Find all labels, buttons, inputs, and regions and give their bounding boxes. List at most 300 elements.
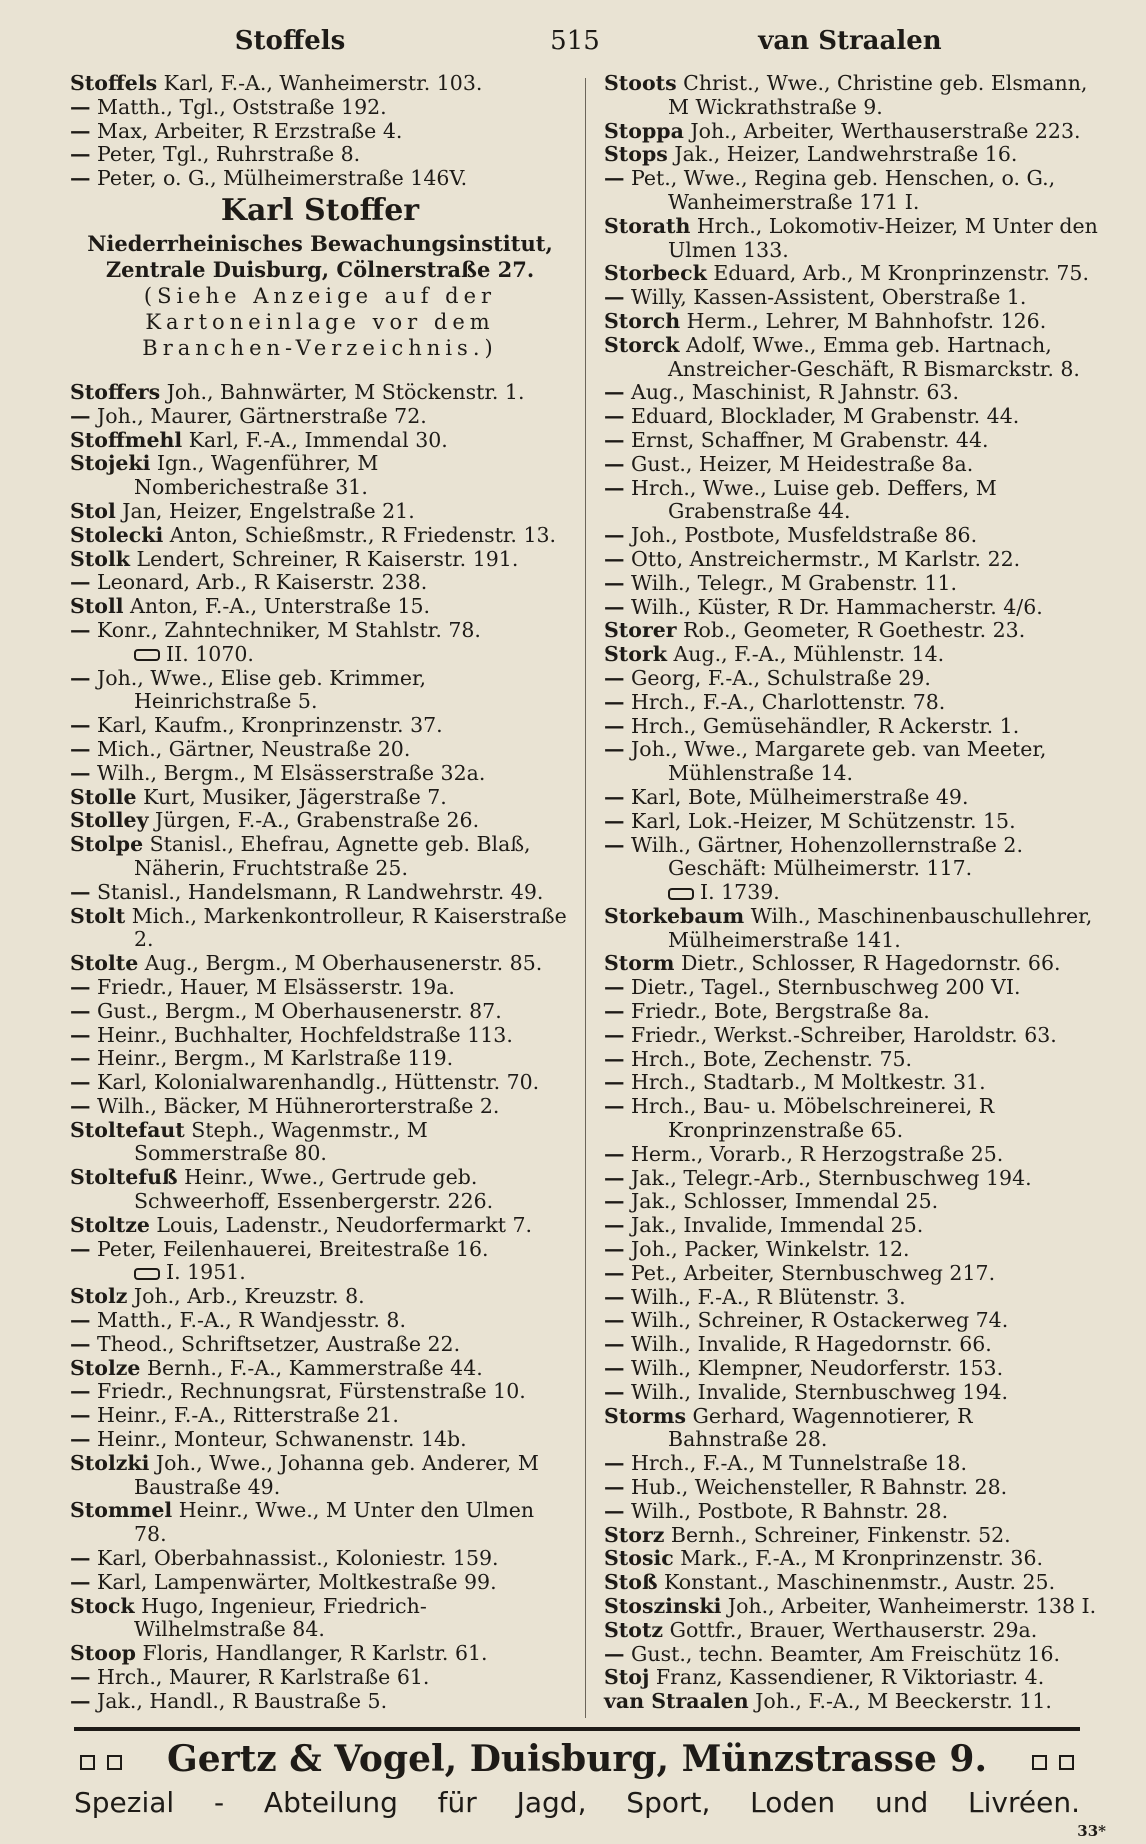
entry-surname: — — [604, 1498, 625, 1523]
entry-details: Jak., Handl., R Baustraße 5. — [90, 1688, 388, 1713]
page-header — [70, 26, 1080, 62]
directory-entry — [70, 1357, 570, 1381]
entry-details: Karl, Lampenwärter, Moltkestraße 99. — [90, 1569, 497, 1594]
entry-details: Stanisl., Ehefrau, Agnette geb. Blaß, Näherin, Fruchtstraße 25. — [134, 832, 531, 880]
entry-details: Wilh., Bäcker, M Hühnerorterstraße 2. — [90, 1093, 500, 1118]
entry-surname: — — [604, 427, 625, 452]
directory-entry — [604, 1095, 1098, 1143]
directory-entry — [70, 1024, 570, 1048]
entry-surname: — — [604, 1141, 625, 1166]
entry-surname: — — [70, 1093, 91, 1118]
directory-entry — [604, 72, 1098, 120]
ad-rule — [74, 1727, 1080, 1731]
entry-details: Joh., Wwe., Elise geb. Krimmer, Heinrichstraße 5. — [90, 665, 427, 714]
entry-details: Hugo, Ingenieur, Friedrich-Wilhelmstraße 84. — [134, 1593, 427, 1642]
entry-surname: Storath — [604, 213, 691, 238]
entry-details: Friedr., Werkst.-Schreiber, Haroldstr. 63. — [624, 1022, 1057, 1047]
directory-entry — [70, 905, 570, 953]
entry-surname: Stoj — [604, 1665, 650, 1690]
entry-details: Herm., Lehrer, M Bahnhofstr. 126. — [680, 308, 1047, 333]
entry-details: Bernh., Schreiner, Finkenstr. 52. — [664, 1522, 1011, 1547]
directory-entry — [70, 1333, 570, 1357]
directory-entry — [604, 1595, 1098, 1619]
entry-surname: — — [604, 451, 625, 476]
entry-details: Heinr., Wwe., Gertrude geb. Schweerhoff, Essenbergerstr. 226. — [134, 1165, 494, 1214]
advertisement-subline: Spezial - Abteilung für Jagd, Sport, Loden und Livréen. — [74, 1786, 1080, 1819]
directory-entry — [604, 1571, 1098, 1595]
directory-entry — [604, 405, 1098, 429]
entry-surname: — — [604, 285, 625, 310]
entry-details: Dietr., Schlosser, R Hagedornstr. 66. — [674, 951, 1061, 976]
entry-surname: — — [70, 665, 91, 690]
entry-details: Hrch., Maurer, R Karlstraße 61. — [90, 1665, 430, 1690]
directory-entry — [604, 1524, 1098, 1548]
directory-entry — [604, 1143, 1098, 1167]
directory-entry — [604, 215, 1098, 263]
entry-surname: Stosic — [604, 1546, 674, 1571]
directory-entry — [70, 619, 570, 643]
entry-surname: Stolecki — [70, 522, 164, 547]
directory-entry — [604, 1262, 1098, 1286]
directory-entry — [70, 1499, 570, 1547]
entry-surname: — — [70, 713, 91, 738]
entry-surname: — — [604, 594, 625, 619]
entry-details: Joh., Bahnwärter, M Stöckenstr. 1. — [160, 379, 525, 404]
directory-entry — [604, 976, 1098, 1000]
directory-entry — [604, 738, 1098, 786]
entry-surname: — — [70, 1046, 91, 1071]
entry-surname: — — [70, 1546, 91, 1571]
entry-surname: Stolley — [70, 808, 149, 833]
directory-entry — [70, 1095, 570, 1119]
entry-details: Hrch., F.-A., M Tunnelstraße 18. — [624, 1451, 967, 1476]
entry-details: Wilh., F.-A., R Blütenstr. 3. — [624, 1284, 906, 1309]
directory-entry — [604, 167, 1098, 215]
entry-surname: — — [70, 1236, 91, 1261]
entry-details: Wilh., Telegr., M Grabenstr. 11. — [624, 570, 958, 595]
directory-entry — [604, 1309, 1098, 1333]
entry-details: Friedr., Bote, Bergstraße 8a. — [624, 999, 930, 1024]
entry-details: Karl, Bote, Mülheimerstraße 49. — [624, 784, 969, 809]
directory-entry — [604, 1405, 1098, 1453]
entry-surname: — — [604, 166, 625, 191]
entry-details: Aug., F.-A., Mühlenstr. 14. — [666, 642, 945, 667]
entry-surname: Stoffels — [70, 71, 158, 95]
directory-entry — [604, 643, 1098, 667]
entry-details: Floris, Handlanger, R Karlstr. 61. — [135, 1641, 488, 1666]
entry-details: Wilh., Bergm., M Elsässerstraße 32a. — [90, 760, 486, 785]
entry-details: Christ., Wwe., Christine geb. Elsmann, M Wickrathstraße 9. — [668, 71, 1088, 119]
directory-entry — [604, 1190, 1098, 1214]
entry-details: Hrch., Lokomotiv-Heizer, M Unter den Ulmen 133. — [668, 213, 1098, 262]
entry-surname: — — [604, 380, 625, 405]
directory-entry — [70, 667, 570, 715]
entry-surname: — — [604, 475, 625, 500]
entry-details: Georg, F.-A., Schulstraße 29. — [624, 665, 931, 690]
entry-surname: — — [70, 879, 91, 904]
directory-entry — [70, 120, 570, 144]
entry-surname: — — [604, 1213, 625, 1238]
entry-details: Gottfr., Brauer, Werthauserstr. 29a. — [663, 1617, 1038, 1642]
entry-surname: — — [604, 832, 625, 857]
entry-details: Hrch., Bau- u. Möbelschreinerei, R Kronprinzenstraße 65. — [624, 1094, 995, 1143]
entry-details: Peter, Feilenhauerei, Breitestraße 16. — [90, 1236, 489, 1261]
entry-details: Wilh., Gärtner, Hohenzollernstraße 2. Geschäft: Mülheimerstr. 117. — [624, 832, 1023, 881]
entry-surname: van Straalen — [604, 1689, 749, 1714]
directory-entry — [604, 715, 1098, 739]
entry-surname: — — [70, 760, 91, 785]
entry-surname: Storm — [604, 951, 675, 976]
entry-surname: — — [70, 1022, 91, 1047]
entry-surname: Storms — [604, 1403, 686, 1428]
entry-surname: Stolzki — [70, 1450, 150, 1475]
directory-entry — [604, 1357, 1098, 1381]
entry-details: Wilh., Postbote, R Bahnstr. 28. — [624, 1498, 949, 1523]
entry-details: Pet., Arbeiter, Sternbuschweg 217. — [624, 1260, 996, 1285]
entry-surname: Stolz — [70, 1284, 128, 1309]
directory-entry — [70, 762, 570, 786]
entry-surname: — — [604, 1284, 625, 1309]
entry-details: Steph., Wagenmstr., M Sommerstraße 80. — [134, 1117, 428, 1166]
entry-surname: — — [604, 1237, 625, 1262]
entry-surname: Storz — [604, 1522, 665, 1547]
entry-surname: Stoppa — [604, 118, 684, 143]
entry-details: Joh., Maurer, Gärtnerstraße 72. — [90, 403, 427, 428]
phone-line: II. 1070. — [70, 643, 570, 667]
entry-details: Jak., Telegr.-Arb., Sternbuschweg 194. — [624, 1165, 1032, 1190]
header-left: Stoffels — [234, 26, 346, 56]
entry-details: Anton, F.-A., Unterstraße 15. — [123, 594, 431, 619]
directory-entry — [70, 1309, 570, 1333]
entry-surname: Stoots — [604, 71, 677, 95]
directory-entry — [604, 1476, 1098, 1500]
directory-entry — [604, 596, 1098, 620]
directory-entry — [70, 571, 570, 595]
directory-entry — [70, 952, 570, 976]
advertisement-headline: Gertz & Vogel, Duisburg, Münzstrasse 9. — [74, 1736, 1080, 1782]
directory-entry — [604, 143, 1098, 167]
directory-entry — [70, 714, 570, 738]
feature-institute: Niederrheinisches Bewachungsinstitut, Zentrale Duisburg, Cölnerstraße 27. — [87, 230, 553, 282]
directory-entry — [604, 786, 1098, 810]
entry-details: Gerhard, Wagennotierer, R Bahnstraße 28. — [668, 1403, 973, 1452]
directory-entry — [70, 1380, 570, 1404]
entry-details: Joh., Postbote, Musfeldstraße 86. — [624, 523, 978, 548]
entry-details: Aug., Bergm., M Oberhausenerstr. 85. — [138, 951, 543, 976]
directory-entry — [604, 1500, 1098, 1524]
directory-entry — [70, 452, 570, 500]
entry-details: Jak., Schlosser, Immendal 25. — [624, 1189, 939, 1214]
square-bullets-icon — [1026, 1736, 1080, 1782]
entry-details: Gust., Bergm., M Oberhausenerstr. 87. — [90, 998, 502, 1023]
entry-details: Jürgen, F.-A., Grabenstraße 26. — [148, 808, 480, 833]
entry-surname: — — [70, 1070, 91, 1095]
entry-details: Karl, Kaufm., Kronprinzenstr. 37. — [90, 713, 443, 738]
entry-surname: — — [70, 1427, 91, 1452]
entry-surname: Stork — [604, 642, 667, 667]
directory-entry — [604, 691, 1098, 715]
entry-details: Rob., Geometer, R Goethestr. 23. — [676, 618, 1026, 643]
telephone-icon — [668, 888, 694, 900]
entry-details: Karl, F.-A., Immendal 30. — [182, 427, 448, 452]
entry-surname: — — [70, 736, 91, 761]
entry-surname: Stolte — [70, 951, 139, 976]
directory-entry — [70, 1047, 570, 1071]
directory-entry — [604, 1381, 1098, 1405]
directory-entry — [70, 1666, 570, 1690]
entry-surname: Storch — [604, 308, 681, 333]
entry-details: Adolf, Wwe., Emma geb. Hartnach, Anstreicher-Geschäft, R Bismarckstr. 8. — [668, 332, 1080, 381]
directory-entry — [70, 1571, 570, 1595]
directory-entry — [604, 1238, 1098, 1262]
entry-details: Franz, Kassendiener, R Viktoriastr. 4. — [649, 1665, 1045, 1690]
entry-details: Hrch., Wwe., Luise geb. Deffers, M Grabenstraße 44. — [624, 475, 997, 524]
entry-details: Wilh., Küster, R Dr. Hammacherstr. 4/6. — [624, 594, 1043, 619]
directory-entry — [604, 334, 1098, 382]
square-bullets-icon — [74, 1736, 128, 1782]
entry-surname: Storck — [604, 332, 680, 357]
entry-details: Eduard, Blocklader, M Grabenstr. 44. — [624, 404, 1020, 429]
entry-surname: — — [604, 570, 625, 595]
entry-details: Konstant., Maschinenmstr., Austr. 25. — [657, 1570, 1056, 1595]
entry-details: Kurt, Musiker, Jägerstraße 7. — [136, 784, 447, 809]
entry-surname: Stops — [604, 142, 668, 167]
entry-surname: — — [604, 546, 625, 571]
entry-details: Friedr., Hauer, M Elsässerstr. 19a. — [90, 974, 455, 999]
entry-surname: — — [604, 713, 625, 738]
entry-details: Heinr., F.-A., Ritterstraße 21. — [90, 1403, 399, 1428]
directory-entry — [70, 881, 570, 905]
directory-entry — [604, 1333, 1098, 1357]
entry-details: Aug., Maschinist, R Jahnstr. 63. — [624, 380, 959, 405]
entry-details: Friedr., Rechnungsrat, Fürstenstraße 10. — [90, 1379, 526, 1404]
directory-entry — [604, 1286, 1098, 1310]
signature-mark: 33* — [1077, 1822, 1106, 1840]
directory-entry — [70, 1595, 570, 1643]
directory-entry — [604, 952, 1098, 976]
entry-details: Gust., Heizer, M Heidestraße 8a. — [624, 451, 974, 476]
entry-surname: — — [604, 1046, 625, 1071]
entry-surname: — — [70, 1308, 91, 1333]
directory-entry — [604, 1024, 1098, 1048]
directory-entry — [604, 453, 1098, 477]
entry-details: Hrch., Stadtarb., M Moltkestr. 31. — [624, 1070, 986, 1095]
entry-surname: — — [604, 1475, 625, 1500]
entry-surname: Stoszinski — [604, 1594, 722, 1618]
entry-surname: — — [604, 1332, 625, 1357]
entry-details: Karl, F.-A., Wanheimerstr. 103. — [157, 71, 483, 95]
entry-details: Heinr., Buchhalter, Hochfeldstraße 113. — [90, 1022, 513, 1047]
entry-surname: — — [604, 523, 625, 548]
entry-surname: — — [604, 1165, 625, 1190]
directory-entry — [70, 96, 570, 120]
right-column — [604, 72, 1098, 1714]
directory-entry — [70, 548, 570, 572]
directory-entry — [70, 786, 570, 810]
entry-details: Hrch., F.-A., Charlottenstr. 78. — [624, 689, 946, 714]
entry-surname: Stolpe — [70, 832, 144, 857]
entry-details: Herm., Vorarb., R Herzogstraße 25. — [624, 1141, 1004, 1166]
directory-entry — [70, 524, 570, 548]
entry-details: Anton, Schießmstr., R Friedenstr. 13. — [163, 522, 557, 547]
entry-surname: Stock — [70, 1593, 135, 1618]
directory-entry — [604, 1048, 1098, 1072]
entry-surname: — — [70, 1331, 91, 1356]
entry-surname: Stolze — [70, 1355, 141, 1380]
entry-surname: — — [604, 999, 625, 1024]
directory-entry — [70, 429, 570, 453]
directory-entry — [604, 834, 1098, 882]
directory-entry — [604, 1690, 1098, 1714]
directory-entry — [604, 572, 1098, 596]
entry-details: Mich., Gärtner, Neustraße 20. — [90, 736, 411, 761]
directory-entry — [70, 1119, 570, 1167]
entry-details: Peter, o. G., Mülheimerstraße 146V. — [90, 166, 468, 191]
entry-details: Bernh., F.-A., Kammerstraße 44. — [140, 1355, 483, 1380]
entry-surname: Stol — [70, 498, 116, 523]
directory-entry — [604, 1000, 1098, 1024]
entry-surname: — — [70, 998, 91, 1023]
entry-surname: Stolk — [70, 546, 130, 571]
entry-surname: Storbeck — [604, 261, 707, 286]
entry-surname: — — [604, 404, 625, 429]
entry-details: Wilh., Invalide, Sternbuschweg 194. — [624, 1379, 1009, 1404]
entry-surname: Stolt — [70, 903, 126, 928]
entry-details: Jak., Heizer, Landwehrstraße 16. — [667, 142, 1018, 167]
entry-details: Karl, Oberbahnassist., Koloniestr. 159. — [90, 1546, 499, 1571]
entry-details: Heinr., Monteur, Schwanenstr. 14b. — [90, 1427, 467, 1452]
entry-surname: — — [604, 1356, 625, 1381]
entry-surname: — — [604, 1308, 625, 1333]
directory-entry — [604, 619, 1098, 643]
directory-entry — [70, 976, 570, 1000]
entry-surname: — — [604, 1094, 625, 1119]
left-column — [70, 72, 570, 1714]
directory-entry — [70, 1642, 570, 1666]
entry-surname: Stoltefaut — [70, 1117, 185, 1142]
entry-surname: Stotz — [604, 1617, 664, 1642]
entry-surname: — — [604, 1189, 625, 1214]
entry-surname: — — [70, 166, 91, 191]
directory-entry — [604, 1666, 1098, 1690]
entry-surname: — — [604, 1260, 625, 1285]
entry-surname: — — [604, 737, 625, 762]
entry-surname: Stoop — [70, 1641, 136, 1666]
entry-surname: Storkebaum — [604, 903, 745, 928]
entry-details: Hrch., Bote, Zechenstr. 75. — [624, 1046, 913, 1071]
directory-entry — [604, 262, 1098, 286]
entry-surname: — — [604, 975, 625, 1000]
entry-surname: — — [70, 1665, 91, 1690]
entry-surname: Stolle — [70, 784, 137, 809]
directory-entry — [604, 548, 1098, 572]
entry-surname: — — [604, 808, 625, 833]
directory-entry — [604, 1214, 1098, 1238]
entry-details: Otto, Anstreichermstr., M Karlstr. 22. — [624, 546, 1021, 571]
entry-surname: — — [70, 1403, 91, 1428]
entry-details: Mark., F.-A., M Kronprinzenstr. 36. — [673, 1546, 1044, 1571]
entry-details: Peter, Tgl., Ruhrstraße 8. — [90, 142, 361, 167]
entry-surname: — — [70, 617, 91, 642]
entry-details: Wilh., Invalide, R Hagedornstr. 66. — [624, 1332, 992, 1357]
entry-surname: Stoß — [604, 1570, 658, 1595]
directory-entry — [70, 1285, 570, 1309]
entry-details: Joh., Arbeiter, Wanheimerstr. 138 I. — [721, 1594, 1097, 1618]
entry-details: Willy, Kassen-Assistent, Oberstraße 1. — [624, 285, 1027, 310]
directory-entry — [604, 310, 1098, 334]
directory-entry — [604, 1619, 1098, 1643]
directory-entry — [70, 72, 570, 96]
directory-entry — [604, 286, 1098, 310]
directory-entry — [70, 738, 570, 762]
directory-entry — [604, 1071, 1098, 1095]
feature-note: (Siehe Anzeige auf der Kartoneinlage vor dem Branchen-Verzeichnis.) — [142, 283, 498, 360]
entry-details: Joh., Arbeiter, Werthauserstraße 223. — [683, 118, 1081, 143]
directory-entry — [70, 1071, 570, 1095]
entry-surname: Stoltze — [70, 1212, 150, 1237]
entry-details: Eduard, Arb., M Kronprinzenstr. 75. — [706, 261, 1089, 286]
entry-details: Mich., Markenkontrolleur, R Kaiserstraße 2. — [125, 903, 567, 952]
directory-entry — [70, 167, 570, 191]
entry-details: Karl, Lok.-Heizer, M Schützenstr. 15. — [624, 808, 1016, 833]
directory-entry — [604, 1452, 1098, 1476]
entry-details: Hrch., Gemüsehändler, R Ackerstr. 1. — [624, 713, 1020, 738]
entry-surname: — — [70, 142, 91, 167]
directory-entry — [604, 810, 1098, 834]
entry-details: Stanisl., Handelsmann, R Landwehrstr. 49. — [90, 879, 544, 904]
entry-details: Heinr., Bergm., M Karlstraße 119. — [90, 1046, 454, 1071]
directory-entry — [604, 1167, 1098, 1191]
directory-entry — [604, 381, 1098, 405]
entry-surname: — — [604, 784, 625, 809]
directory-entry — [70, 1452, 570, 1500]
directory-entry — [604, 524, 1098, 548]
directory-entry — [70, 500, 570, 524]
entry-details: Joh., Packer, Winkelstr. 12. — [624, 1237, 910, 1262]
entry-details: Joh., Arb., Kreuzstr. 8. — [127, 1284, 365, 1309]
entry-surname: Stoll — [70, 594, 124, 619]
entry-details: Hub., Weichensteller, R Bahnstr. 28. — [624, 1475, 1008, 1500]
entry-details: Joh., Wwe., Johanna geb. Anderer, M Baustraße 49. — [134, 1450, 539, 1499]
directory-entry — [604, 429, 1098, 453]
entry-surname: — — [604, 1379, 625, 1404]
directory-entry — [70, 809, 570, 833]
entry-surname: Stommel — [70, 1498, 173, 1523]
directory-entry — [70, 1547, 570, 1571]
entry-details: Heinr., Wwe., M Unter den Ulmen 78. — [134, 1498, 535, 1547]
entry-details: Matth., Tgl., Oststraße 192. — [90, 94, 387, 119]
entry-surname: — — [70, 974, 91, 999]
entry-surname: Storer — [604, 618, 677, 643]
directory-entry — [70, 381, 570, 405]
directory-entry — [70, 1690, 570, 1714]
entry-surname: — — [70, 403, 91, 428]
entry-details: Jan, Heizer, Engelstraße 21. — [115, 498, 415, 523]
directory-entry — [604, 905, 1098, 953]
entry-details: Wilh., Schreiner, R Ostackerweg 74. — [624, 1308, 1009, 1333]
entry-details: Joh., F.-A., M Beeckerstr. 11. — [748, 1689, 1052, 1714]
entry-details: Matth., F.-A., R Wandjesstr. 8. — [90, 1308, 406, 1333]
directory-entry — [70, 1238, 570, 1262]
directory-entry — [70, 833, 570, 881]
column-divider — [585, 78, 586, 1718]
entry-details: Louis, Ladenstr., Neudorfermarkt 7. — [149, 1212, 533, 1237]
directory-entry — [70, 1428, 570, 1452]
entry-surname: Stoffmehl — [70, 427, 183, 452]
entry-details: Ign., Wagenführer, M Nomberichestraße 31. — [134, 451, 379, 500]
entry-surname: — — [70, 94, 91, 119]
feature-title: Karl Stoffer — [220, 192, 420, 228]
